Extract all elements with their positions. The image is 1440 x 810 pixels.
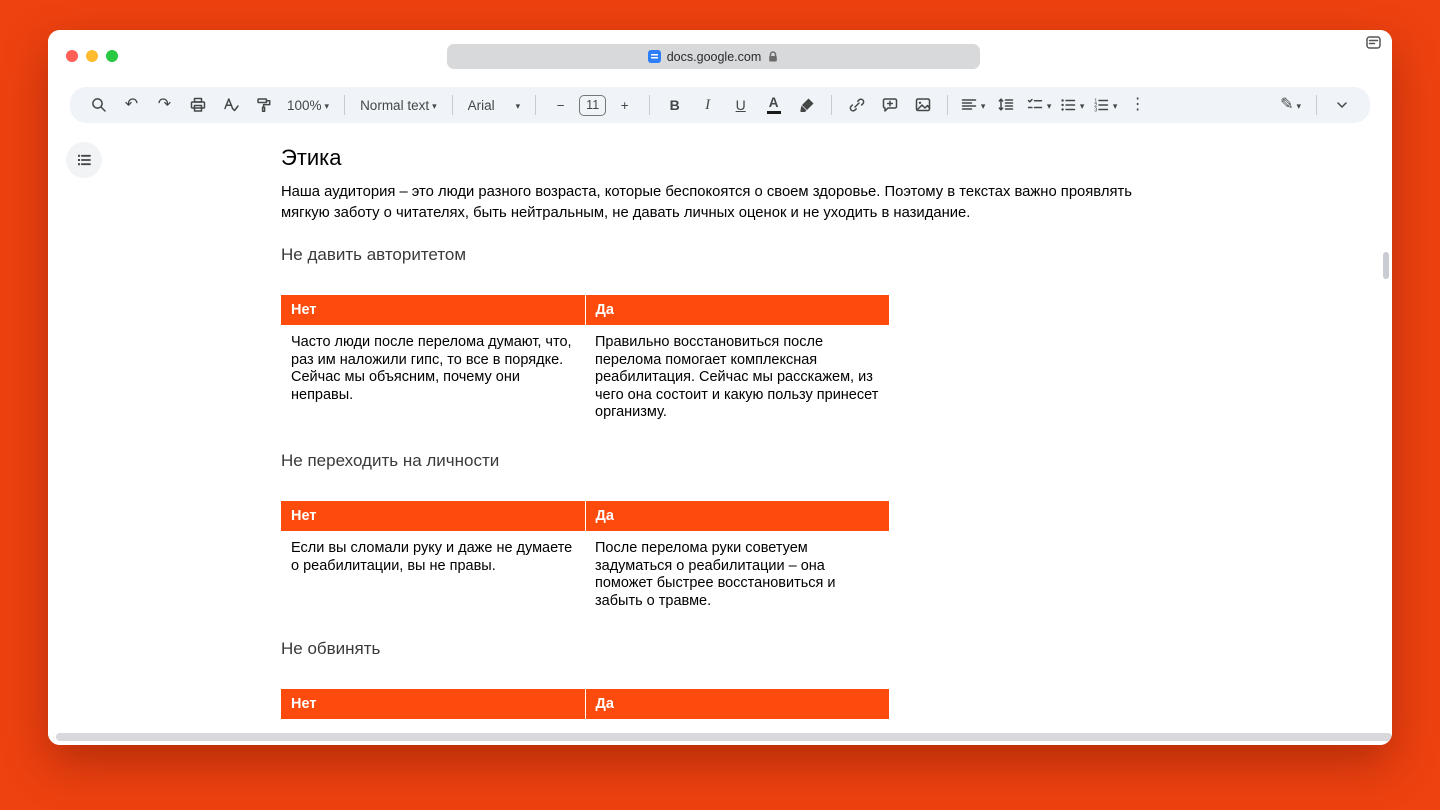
redo-button[interactable]: ↷: [157, 96, 172, 113]
line-spacing-button[interactable]: [991, 91, 1020, 119]
browser-titlebar: [48, 30, 1392, 87]
numbered-list-button[interactable]: [1090, 91, 1119, 119]
table-header-no[interactable]: Нет: [281, 689, 585, 719]
browser-window: [48, 30, 1392, 745]
bold-button[interactable]: B: [669, 97, 680, 113]
lock-icon: [767, 50, 779, 63]
svg-text:3: 3: [1094, 107, 1098, 114]
print-button[interactable]: [183, 91, 212, 119]
hide-menus-button[interactable]: [1327, 91, 1356, 119]
chevron-down-icon: ▾: [324, 100, 330, 111]
table-header-row: [281, 501, 889, 531]
pencil-icon: ✎: [1280, 96, 1294, 113]
table-cell-yes[interactable]: Правильно восстановиться после перелома помогает комплексная реабилитация. Сейчас мы расскажем, из чего она состоит и какую пользу принесет организму.: [595, 334, 879, 421]
align-button[interactable]: [958, 91, 987, 119]
font-size-input[interactable]: 11: [579, 95, 606, 116]
spellcheck-button[interactable]: [216, 91, 245, 119]
table-cell-yes[interactable]: После перелома руки советуем задуматься о реабилитации – она поможет быстрее восстановиться и забыть о травме.: [595, 540, 836, 609]
underline-button[interactable]: U: [735, 97, 746, 113]
vertical-scrollbar-thumb[interactable]: [1383, 252, 1389, 279]
zoom-select[interactable]: 100% ▾: [287, 97, 330, 113]
intro-paragraph[interactable]: Наша аудитория – это люди разного возраста, которые беспокоятся о своем здоровье. Поэтому в текстах важно проявлять мягкую заботу о читателях, быть нейтральным, не давать личных оценок и не уходить в назидание.: [281, 184, 1132, 221]
increase-font-size-button[interactable]: +: [620, 97, 629, 113]
toolbar-separator: [452, 95, 453, 115]
italic-button[interactable]: I: [705, 96, 711, 113]
docs-favicon: [648, 50, 661, 63]
section-heading-blame[interactable]: Не обвинять: [281, 639, 381, 658]
fullscreen-window-button[interactable]: [106, 50, 118, 62]
chevron-down-icon: ▾: [1296, 100, 1301, 111]
comparison-table-personal[interactable]: [281, 501, 889, 620]
table-cell-no[interactable]: Если вы сломали руку и даже не думаете о реабилитации, вы не правы.: [291, 540, 573, 574]
toolbar-separator: [831, 95, 832, 115]
svg-text:2: 2: [1094, 103, 1098, 109]
chevron-down-icon: ▾: [1079, 100, 1085, 111]
table-header-yes[interactable]: Да: [585, 295, 889, 325]
table-row: [281, 325, 889, 432]
text-color-button[interactable]: A: [759, 91, 788, 119]
table-header-yes[interactable]: Да: [585, 501, 889, 531]
comparison-table-authority[interactable]: [281, 295, 889, 432]
url-text: docs.google.com: [666, 49, 762, 64]
table-header-no[interactable]: Нет: [281, 501, 585, 531]
undo-button[interactable]: ↶: [124, 96, 139, 113]
add-comment-button[interactable]: [875, 91, 904, 119]
section-heading-authority[interactable]: Не давить авторитетом: [281, 245, 467, 264]
toolbar-separator: [947, 95, 948, 115]
table-row: [281, 531, 889, 620]
tab-overview-icon[interactable]: [1365, 35, 1382, 50]
toolbar-separator: [344, 95, 345, 115]
toolbar-separator: [649, 95, 650, 115]
decrease-font-size-button[interactable]: −: [556, 97, 565, 113]
minimize-window-button[interactable]: [86, 50, 98, 62]
more-options-button[interactable]: ⋮: [1129, 96, 1146, 113]
document-title[interactable]: Этика: [281, 145, 342, 170]
paint-format-button[interactable]: [249, 91, 278, 119]
address-bar[interactable]: [447, 44, 980, 69]
bulleted-list-button[interactable]: [1057, 91, 1086, 119]
table-header-row: [281, 295, 889, 325]
chevron-down-icon: ▾: [1046, 100, 1052, 111]
table-header-yes[interactable]: Да: [585, 689, 889, 719]
insert-link-button[interactable]: [842, 91, 871, 119]
show-outline-button[interactable]: [66, 142, 102, 178]
chevron-down-icon: ▾: [515, 100, 521, 111]
font-select[interactable]: Arial ▾: [467, 97, 521, 113]
table-cell-no[interactable]: Часто люди после перелома думают, что, раз им наложили гипс, то все в порядке. Сейчас мы объясним, почему они неправы.: [291, 334, 572, 403]
toolbar-separator: [535, 95, 536, 115]
section-heading-personal[interactable]: Не переходить на личности: [281, 451, 500, 470]
chevron-down-icon: ▾: [980, 100, 986, 111]
document-canvas[interactable]: [48, 123, 1392, 745]
chevron-down-icon: ▾: [1112, 100, 1118, 111]
table-header-row: [281, 689, 889, 719]
window-controls: [66, 50, 118, 62]
insert-image-button[interactable]: [908, 91, 937, 119]
paragraph-style-select[interactable]: Normal text ▾: [360, 97, 437, 113]
highlight-color-button[interactable]: [792, 91, 821, 119]
search-menus-button[interactable]: [84, 91, 113, 119]
close-window-button[interactable]: [66, 50, 78, 62]
docs-toolbar: [70, 87, 1370, 123]
toolbar-separator: [1316, 95, 1317, 115]
comparison-table-blame[interactable]: [281, 689, 889, 719]
horizontal-scrollbar[interactable]: [56, 733, 1392, 741]
svg-text:1: 1: [1094, 98, 1098, 105]
checklist-button[interactable]: [1024, 91, 1053, 119]
chevron-down-icon: ▾: [432, 100, 437, 111]
table-header-no[interactable]: Нет: [281, 295, 585, 325]
editing-mode-select[interactable]: [1275, 91, 1306, 119]
